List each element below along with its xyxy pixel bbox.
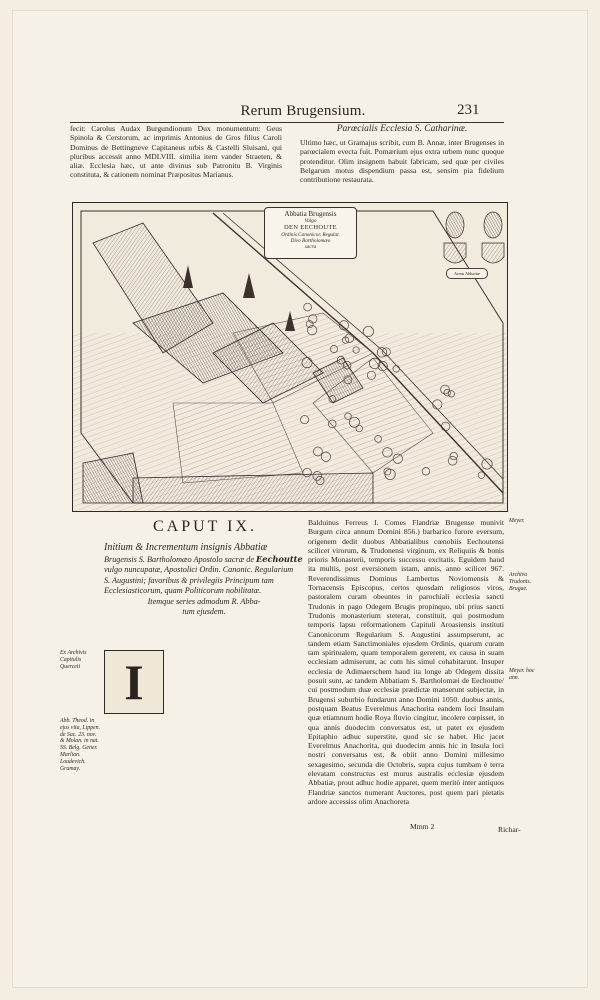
- chapter-sub-line-2: Brugensis S. Bartholomæo Apostolo sacræ de: [104, 554, 254, 564]
- section-heading-catharinae: Parœcialis Ecclesia S. Catharinæ.: [336, 124, 468, 134]
- chapter-summary: [104, 543, 304, 618]
- chapter-sub-line-1: Initium & Incrementum insignis Abbatiæ: [104, 542, 268, 553]
- cartouche-line-3: DEN EECHOUTE: [284, 224, 337, 231]
- chapter-sub-line-3: vulgo nuncupatæ, Apostolici Ordin. Canonic. Regularium: [104, 565, 294, 574]
- cartouche-line-5: Divo Bartholomæo: [290, 238, 331, 244]
- chapter-sub-line-5: Ecclesiasticorum, quam Politicorum nobilitatæ.: [104, 586, 262, 595]
- margin-note-trudo: Archiva Trudonis. Brugae.: [509, 572, 532, 592]
- running-header: Rerum Brugensium.: [240, 103, 366, 119]
- cartouche-line-4: Ordinis Canonicor. Regular.: [281, 232, 340, 238]
- chapter-sub-line-7: tum ejusdem.: [182, 607, 226, 616]
- arms-ribbon: Arma Abbatiæ: [446, 268, 488, 279]
- margin-note-meyer-year: Meyer. hoc ann.: [509, 668, 535, 681]
- drop-cap-initial: I: [104, 650, 164, 714]
- chapter-sub-name: Eechoutte: [256, 553, 303, 564]
- chapter-sub-line-4: S. Augustini; favoribus & privilegiis Principum tam: [104, 575, 274, 585]
- top-left-paragraph: fecit: Carolus Audax Burgundionum Dux monumentum: Geus Spinola & Cerstorum, ac imprimis Antonius de Gros filius Caroli Dominus de Bettingneve Capitaneus urbis & Castelli Sluisani, qui pluribus accessit anno MDLVIII. similia item vander Straeten, & aliæ. Ecclesia hæc, ut ante divinus sub Patronitu B. Virginis constituta, & cationem nominat Præpositus Marianus.: [70, 124, 282, 180]
- chapter-title: CAPUT IX.: [152, 518, 258, 535]
- cartouche-line-6: sacra: [304, 244, 317, 250]
- page-sheet: [12, 10, 588, 988]
- cartouche-line-1: Abbatia Brugensis: [284, 210, 337, 218]
- header-rule: [70, 122, 504, 123]
- cartouche-line-2: Vulgo: [304, 218, 317, 224]
- chapter-sub-line-6: Itemque series admodum R. Abba-: [147, 596, 261, 606]
- signature-mark: Mmm 2: [410, 822, 435, 831]
- body-right-paragraph: Balduinus Ferreus I. Comes Flandriæ Brugense munivit Burgum circa annum Domini 856.) barbarico furore eversum, origenem dedit duobus Abbatialibus cœnobiis Eechoutensi scilicet virorum, & Trudonensi virginum, ex Reliquiis & bonis prioris Monasterii, temporis successu excitatis. Eguidem haud ita multis, post eversionem istam, annis, anno scilicet 967. Reverendissimus Dominus Lambertus Noviomensis & Tornacensis Episcopus, certos quosdam religiosos viros, pastoralem curam obeuntes in parochiali ecclesia sancti Trudonis in pago Odegem Brugis propinquo, ubi prius sancti Trudonis monasterium steterat, constituit, qui postmodum temporis lapsu reformationem Capituli Aroasiensis instituti Canonicorum Regularium S. Augustini assumpserunt, ac tandem etiam Sanctimoniales ejusdem Ordinis, quarum curam tam spiritualem, quam temporalem gererent, ex causa in suam ecclesiam admiserunt, ac cum his simul cohabitarunt. Insuper ecclesia de Adimaerschem haud ita longe ab Odegem dissita posuit sunt, ac tandem Abbatiam S. Bartholomæi de Eechoutte/ cui postmodum duæ ecclesiæ prædictæ manserunt subjectæ, in Brugensi suburbio fundarunt anno Domini 1050. duobus annis, postquam Beatus Everelmus Anachorita eandem loci Insulam quæ etiamnum hodie Roya fluvio cingitur, incolere cœpisset, in qua annis duodecim conversatus est, ut patet ex ejusdem Epitaphio adhuc superstite, quod sic se habet. Hic jacet Everelmus Anachorita, qui duodecim annis hic in Insula loci nostri conversatus est, & obiit anno Domini millesimo sexagesimo, secunda die Octobris, supra cujus tumbam è terra elevatam constructus est murus australis ecclesiæ ejusdem Abbatiæ, prout adhuc hodie apparet, quem meritò inter antiquos Flandriæ sanctos numerant Auctores, post quem pari pietatis ardore accessiss olim Anachoreta: [308, 518, 504, 806]
- top-right-paragraph: Ultimo hæc, ut Gramajus scribit, cum B. Annæ, inter Brugenses in parœcialem evecta fuit. Pomærium ejus extra urbem nunc quoque protenditur. Olim insignem habuit fabricam, sed quæ per civiles Belgarum motus dispendium passa est, sensim pia fidelium contributione restaurata.: [300, 138, 504, 185]
- engraving-cartouche: [264, 207, 357, 259]
- margin-note-sources: Abb. Theod. in ejus vita, Lippen. de Sac. 23. nov. & Molan. in nat. SS. Belg. Gener. Marlian. Loudevich. Gramay.: [60, 718, 100, 772]
- page-number: 231: [457, 102, 480, 118]
- catchword: Richar-: [498, 825, 521, 834]
- margin-note-archives: Ex Archivis Capitulis Querceti: [60, 650, 87, 670]
- margin-note-meyer: Meyer.: [509, 518, 525, 524]
